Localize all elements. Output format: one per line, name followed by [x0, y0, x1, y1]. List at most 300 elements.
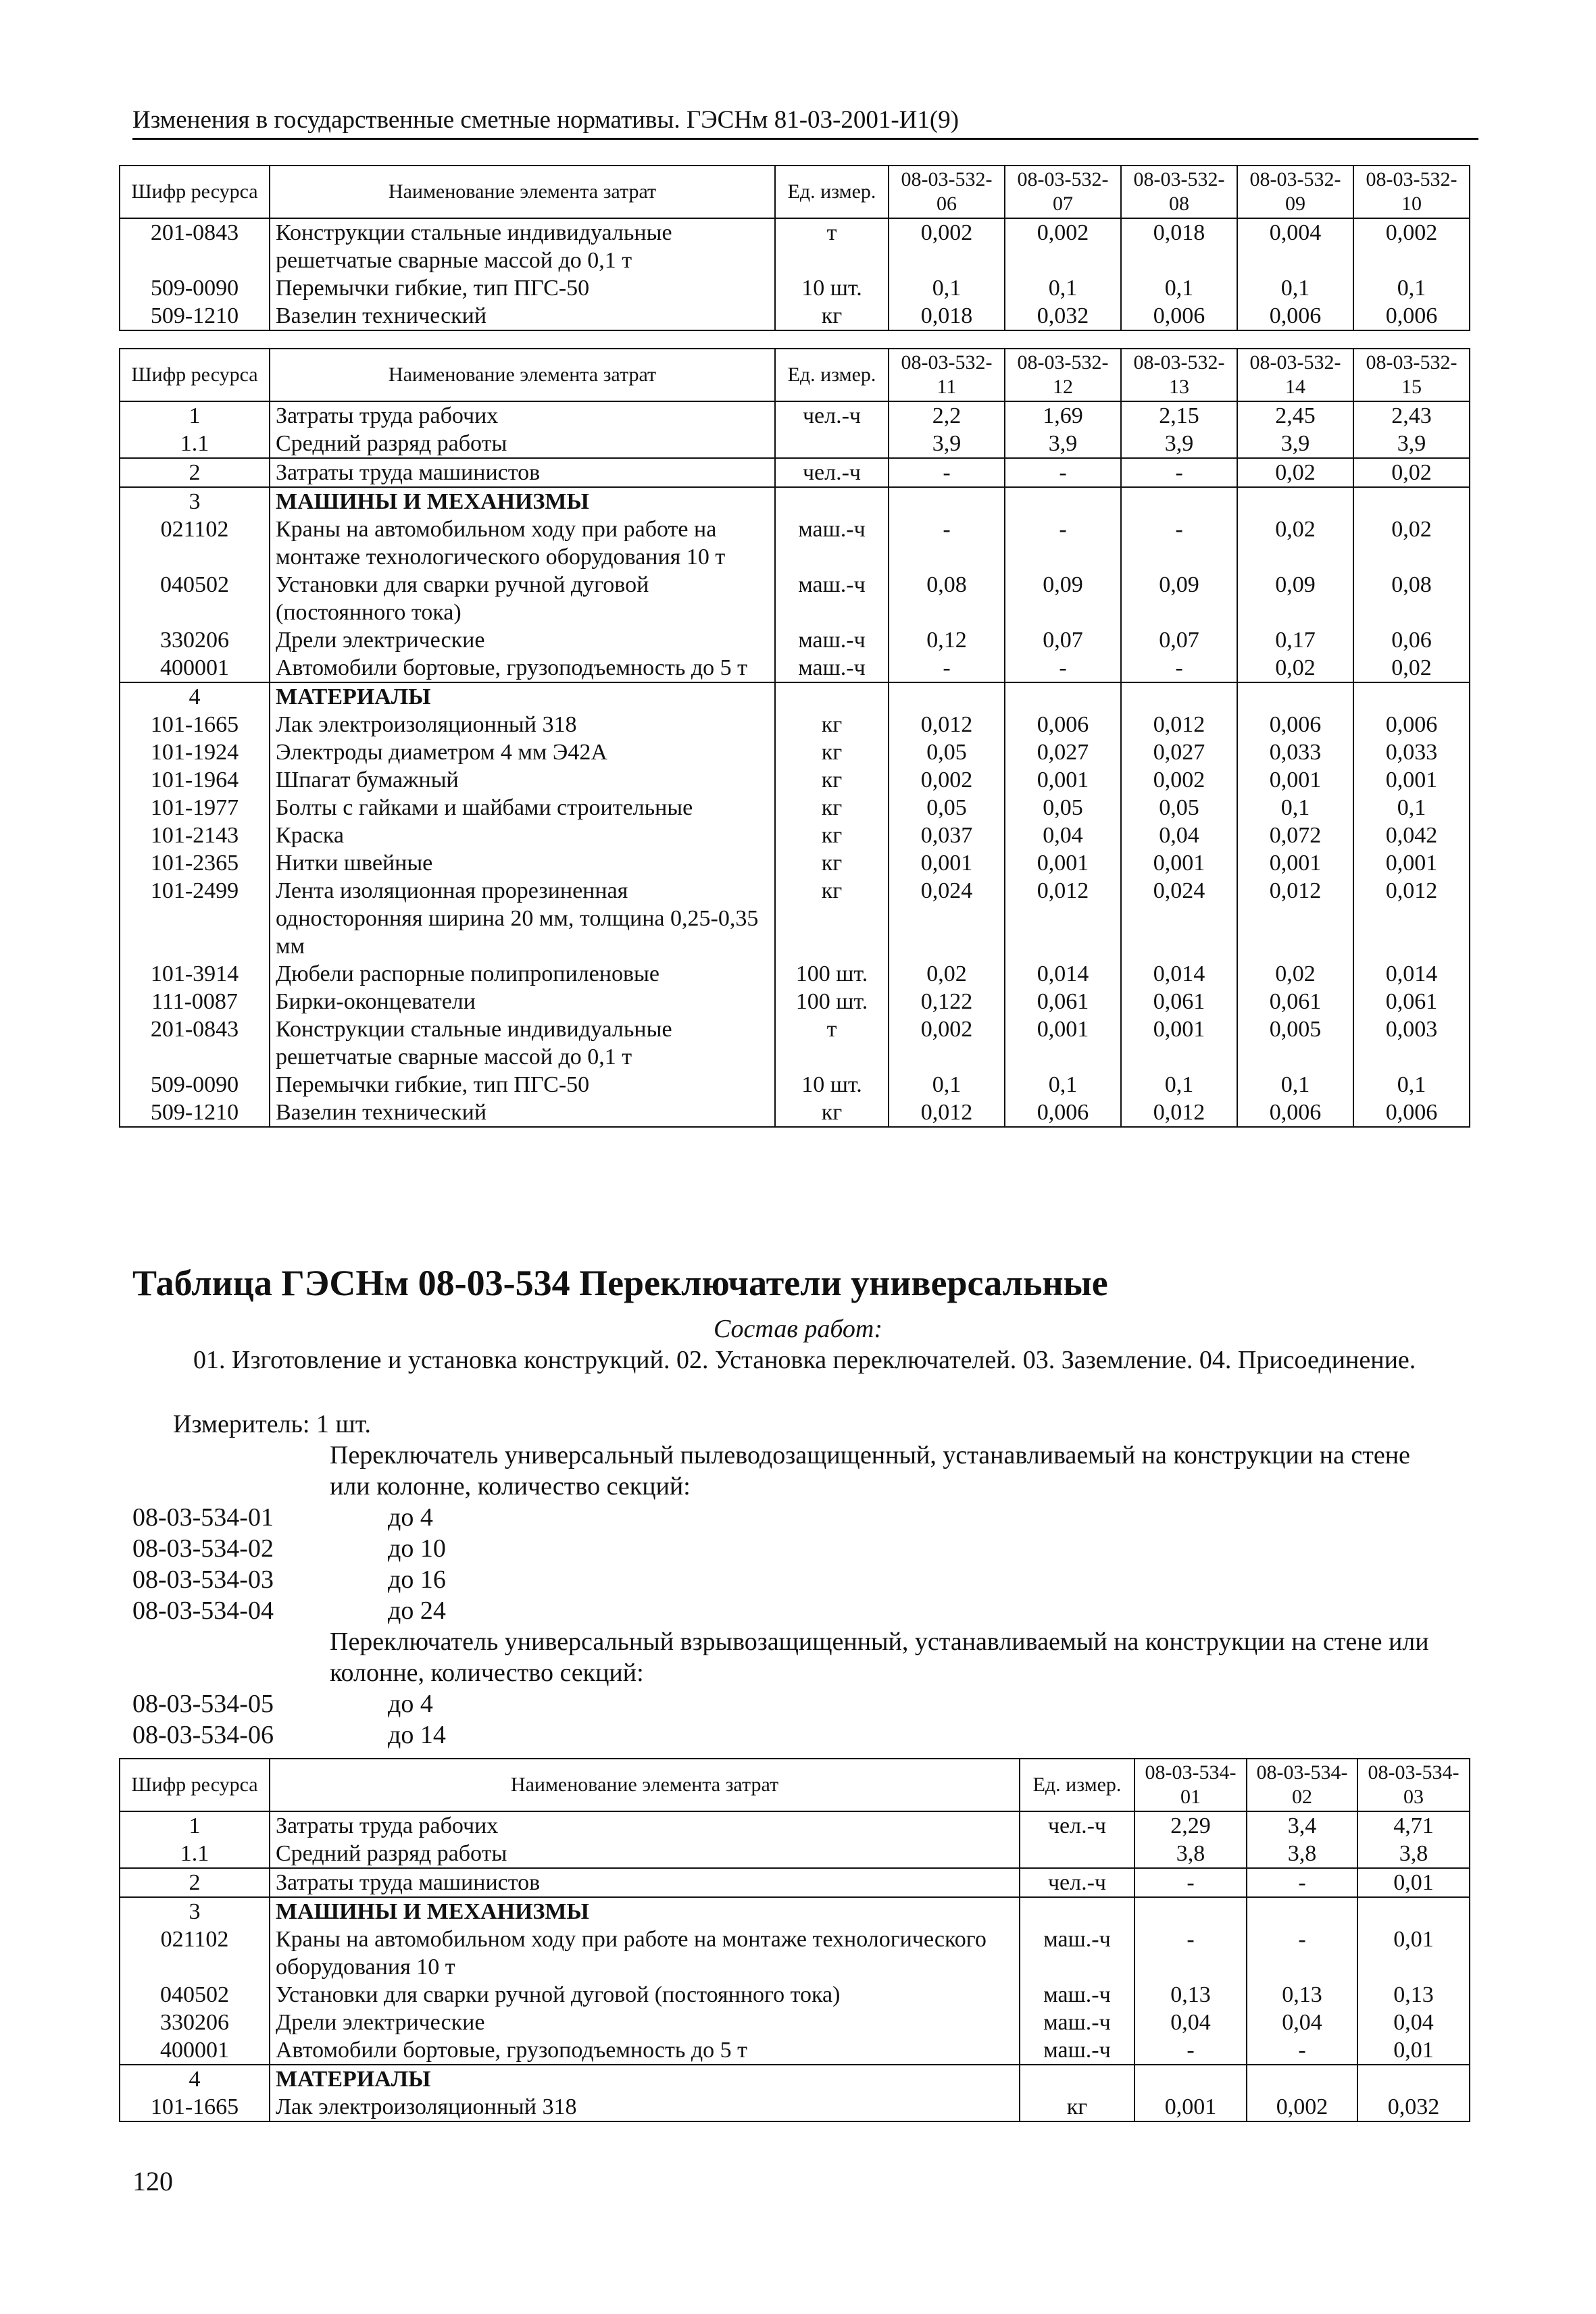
norm-value: 0,05 [1005, 794, 1121, 822]
norm-value: - [1121, 654, 1237, 682]
resource-code: 2 [120, 458, 270, 487]
table-row [120, 1981, 1470, 2009]
norm-value: 0,05 [889, 738, 1005, 766]
header-code: Шифр ресурса [120, 166, 270, 218]
section-subtitle: Состав работ: [713, 1315, 883, 1343]
table-row [120, 302, 1470, 330]
unit-of-measure [775, 682, 889, 711]
header-unit: Ед. измер. [775, 349, 889, 401]
table-row [120, 274, 1470, 302]
unit-of-measure: маш.-ч [1020, 2036, 1134, 2065]
header-unit: Ед. измер. [1020, 1759, 1134, 1811]
norm-value: 0,004 [1237, 218, 1353, 274]
norm-value: 0,001 [1121, 1015, 1237, 1071]
cost-element-name: МАТЕРИАЛЫ [270, 682, 775, 711]
norm-value: 0,001 [1237, 766, 1353, 794]
norm-value [889, 487, 1005, 515]
header-norm-code: 08-03-532-10 [1353, 166, 1470, 218]
cost-element-name: Перемычки гибкие, тип ПГС-50 [270, 1071, 775, 1099]
norm-value: 0,005 [1237, 1015, 1353, 1071]
unit-of-measure [775, 430, 889, 458]
unit-of-measure: маш.-ч [775, 626, 889, 654]
table-row [120, 2036, 1470, 2065]
norm-value: 0,1 [1353, 1071, 1470, 1099]
norm-value: 4,71 [1357, 1811, 1470, 1840]
table-row [120, 766, 1470, 794]
cost-element-name: Шпагат бумажный [270, 766, 775, 794]
norm-value: 2,15 [1121, 401, 1237, 430]
norm-value: 0,006 [1237, 711, 1353, 738]
norm-value: 0,09 [1237, 571, 1353, 626]
norm-value: 0,02 [1353, 654, 1470, 682]
description-2: Переключатель универсальный взрывозащищенный, устанавливаемый на конструкции на стене или колонне, количество секций: [330, 1628, 1429, 1687]
resource-code: 040502 [120, 1981, 270, 2009]
header-norm-code: 08-03-532-12 [1005, 349, 1121, 401]
norm-value: 0,001 [1134, 2093, 1247, 2121]
resource-code: 101-2143 [120, 822, 270, 849]
header-name: Наименование элемента затрат [270, 166, 775, 218]
list-item [132, 1564, 446, 1595]
cost-element-name: Установки для сварки ручной дуговой (постоянного тока) [270, 571, 775, 626]
norm-value: 0,1 [1353, 274, 1470, 302]
cost-element-name: Вазелин технический [270, 1099, 775, 1127]
cost-element-name: Перемычки гибкие, тип ПГС-50 [270, 274, 775, 302]
cost-element-name: Средний разряд работы [270, 1840, 1020, 1868]
norm-value: 0,032 [1357, 2093, 1470, 2121]
norm-value [1134, 2065, 1247, 2093]
resource-code: 201-0843 [120, 218, 270, 274]
norm-value: 0,006 [1353, 1099, 1470, 1127]
norm-value: 3,4 [1247, 1811, 1357, 1840]
norm-value: 0,006 [1005, 1099, 1121, 1127]
norm-value: 0,1 [1237, 794, 1353, 822]
norm-value: 0,05 [889, 794, 1005, 822]
norm-value [1134, 1897, 1247, 1926]
table-row [120, 822, 1470, 849]
norm-value: 0,061 [1237, 988, 1353, 1015]
norm-value: 3,8 [1247, 1840, 1357, 1868]
cost-element-name: Нитки швейные [270, 849, 775, 877]
norm-value [1353, 682, 1470, 711]
norm-value: 0,001 [1353, 849, 1470, 877]
norm-value: 2,43 [1353, 401, 1470, 430]
cost-element-name: Вазелин технический [270, 302, 775, 330]
cost-element-name: Краны на автомобильном ходу при работе на монтаже технологического оборудования 10 т [270, 1926, 1020, 1981]
table-row [120, 571, 1470, 626]
table-row [120, 849, 1470, 877]
resource-code: 101-1977 [120, 794, 270, 822]
norm-value: 0,006 [1237, 1099, 1353, 1127]
unit-of-measure: чел.-ч [775, 458, 889, 487]
resource-code: 201-0843 [120, 1015, 270, 1071]
norm-value: 0,02 [1237, 960, 1353, 988]
norm-value: 0,072 [1237, 822, 1353, 849]
cost-element-name: Дюбели распорные полипропиленовые [270, 960, 775, 988]
norm-value: 2,45 [1237, 401, 1353, 430]
norm-value: 3,9 [1237, 430, 1353, 458]
norm-value: - [889, 515, 1005, 571]
table-row [120, 682, 1470, 711]
table-row [120, 2065, 1470, 2093]
norm-value: 0,13 [1134, 1981, 1247, 2009]
norm-value: 0,018 [1121, 218, 1237, 274]
norm-value: - [1134, 1926, 1247, 1981]
resource-code: 2 [120, 1868, 270, 1897]
resource-code: 101-2365 [120, 849, 270, 877]
cost-element-name: Затраты труда машинистов [270, 1868, 1020, 1897]
norm-value: 3,9 [889, 430, 1005, 458]
norm-value: 0,006 [1353, 711, 1470, 738]
norm-value: - [889, 458, 1005, 487]
code-list-1 [132, 1502, 446, 1626]
norm-value: 0,07 [1005, 626, 1121, 654]
norm-value: 0,003 [1353, 1015, 1470, 1071]
norm-value: 0,02 [1353, 515, 1470, 571]
resource-code: 3 [120, 1897, 270, 1926]
norm-value [1357, 1897, 1470, 1926]
page-number: 120 [132, 2166, 173, 2196]
header-norm-code: 08-03-532-08 [1121, 166, 1237, 218]
resource-code: 509-1210 [120, 1099, 270, 1127]
unit-of-measure: кг [1020, 2093, 1134, 2121]
table-row [120, 2093, 1470, 2121]
resource-code: 021102 [120, 1926, 270, 1981]
header-row [120, 1759, 1470, 1811]
cost-element-name: Лента изоляционная прорезиненная односторонняя ширина 20 мм, толщина 0,25-0,35 мм [270, 877, 775, 960]
norm-value: 0,04 [1121, 822, 1237, 849]
cost-element-name: Краны на автомобильном ходу при работе на монтаже технологического оборудования 10 т [270, 515, 775, 571]
resource-table-532-06-10 [119, 165, 1470, 331]
list-item [132, 1595, 446, 1626]
unit-of-measure: маш.-ч [775, 515, 889, 571]
cost-element-name: Краска [270, 822, 775, 849]
norm-value [1237, 682, 1353, 711]
norm-value: 0,08 [889, 571, 1005, 626]
header-norm-code: 08-03-532-11 [889, 349, 1005, 401]
cost-element-name: Автомобили бортовые, грузоподъемность до 5 т [270, 2036, 1020, 2065]
table-row [120, 654, 1470, 682]
norm-value: 0,06 [1353, 626, 1470, 654]
norm-value: 0,09 [1121, 571, 1237, 626]
norm-value: 0,04 [1247, 2009, 1357, 2036]
norm-value: 0,012 [1005, 877, 1121, 960]
unit-of-measure: чел.-ч [1020, 1811, 1134, 1840]
header-norm-code: 08-03-532-14 [1237, 349, 1353, 401]
norm-value: 0,1 [1353, 794, 1470, 822]
unit-of-measure: маш.-ч [775, 654, 889, 682]
table-row [120, 738, 1470, 766]
norm-value [1357, 2065, 1470, 2093]
norm-value: - [1005, 654, 1121, 682]
unit-of-measure: т [775, 218, 889, 274]
norm-value: 1,69 [1005, 401, 1121, 430]
norm-value: 0,1 [889, 1071, 1005, 1099]
norm-value: 0,061 [1121, 988, 1237, 1015]
section-count: до 10 [388, 1534, 446, 1563]
table-row [120, 794, 1470, 822]
cost-element-name: Конструкции стальные индивидуальные решетчатые сварные массой до 0,1 т [270, 218, 775, 274]
norm-value: 0,002 [1247, 2093, 1357, 2121]
list-item [132, 1533, 446, 1564]
unit-of-measure [1020, 1840, 1134, 1868]
cost-element-name: Бирки-оконцеватели [270, 988, 775, 1015]
table-row [120, 1840, 1470, 1868]
cost-element-name: Затраты труда машинистов [270, 458, 775, 487]
norm-value: 0,04 [1005, 822, 1121, 849]
norm-value: 0,07 [1121, 626, 1237, 654]
table-row [120, 1868, 1470, 1897]
norm-value: 0,02 [1353, 458, 1470, 487]
norm-value: 0,001 [889, 849, 1005, 877]
norm-value: - [1247, 1926, 1357, 1981]
resource-code: 400001 [120, 2036, 270, 2065]
norm-value: - [889, 654, 1005, 682]
description-1: Переключатель универсальный пылеводозащищенный, устанавливаемый на конструкции на стене или колонне, количество секций: [330, 1441, 1410, 1501]
norm-value: 0,02 [1237, 654, 1353, 682]
unit-of-measure [1020, 2065, 1134, 2093]
header-norm-code: 08-03-532-15 [1353, 349, 1470, 401]
unit-of-measure: кг [775, 822, 889, 849]
norm-value [1247, 1897, 1357, 1926]
table-row [120, 1015, 1470, 1071]
unit-of-measure: кг [775, 766, 889, 794]
code-list-2 [132, 1688, 446, 1751]
norm-value: 0,012 [1353, 877, 1470, 960]
norm-value: 0,032 [1005, 302, 1121, 330]
resource-code: 1.1 [120, 430, 270, 458]
table-row [120, 877, 1470, 960]
table-row [120, 430, 1470, 458]
norm-value: 0,02 [889, 960, 1005, 988]
cost-element-name: Затраты труда рабочих [270, 401, 775, 430]
norm-value: 0,001 [1121, 849, 1237, 877]
header-norm-code: 08-03-534-01 [1134, 1759, 1247, 1811]
cost-element-name: Дрели электрические [270, 626, 775, 654]
norm-value: 0,001 [1237, 849, 1353, 877]
resource-code: 101-2499 [120, 877, 270, 960]
norm-value: 0,006 [1237, 302, 1353, 330]
norm-value: 0,13 [1357, 1981, 1470, 2009]
header-norm-code: 08-03-534-03 [1357, 1759, 1470, 1811]
norm-code: 08-03-534-06 [132, 1721, 274, 1749]
resource-code: 509-1210 [120, 302, 270, 330]
unit-of-measure: чел.-ч [1020, 1868, 1134, 1897]
unit-of-measure [775, 487, 889, 515]
norm-value [1237, 487, 1353, 515]
resource-code: 101-3914 [120, 960, 270, 988]
unit-of-measure: кг [775, 849, 889, 877]
resource-code: 1.1 [120, 1840, 270, 1868]
table-row [120, 1926, 1470, 1981]
norm-value: - [1005, 515, 1121, 571]
cost-element-name: Автомобили бортовые, грузоподъемность до 5 т [270, 654, 775, 682]
norm-value: 3,8 [1134, 1840, 1247, 1868]
norm-value [1353, 487, 1470, 515]
norm-value: 0,014 [1121, 960, 1237, 988]
section-count: до 24 [388, 1596, 446, 1625]
unit-of-measure: маш.-ч [1020, 2009, 1134, 2036]
norm-value [1121, 487, 1237, 515]
norm-value: 0,13 [1247, 1981, 1357, 2009]
unit-of-measure: маш.-ч [775, 571, 889, 626]
norm-value: 0,024 [1121, 877, 1237, 960]
resource-code: 101-1665 [120, 711, 270, 738]
unit-of-measure: кг [775, 1099, 889, 1127]
norm-value: 0,006 [1353, 302, 1470, 330]
norm-value: 0,012 [1237, 877, 1353, 960]
unit-of-measure: 10 шт. [775, 274, 889, 302]
norm-value: - [1247, 1868, 1357, 1897]
header-unit: Ед. измер. [775, 166, 889, 218]
norm-value: 0,1 [1237, 1071, 1353, 1099]
norm-value: 0,001 [1005, 766, 1121, 794]
norm-value: 0,014 [1005, 960, 1121, 988]
resource-code: 4 [120, 682, 270, 711]
cost-element-name: Лак электроизоляционный 318 [270, 2093, 1020, 2121]
norm-value: 3,9 [1005, 430, 1121, 458]
table-row [120, 1897, 1470, 1926]
list-item [132, 1688, 446, 1719]
resource-code: 1 [120, 401, 270, 430]
norm-code: 08-03-534-04 [132, 1596, 274, 1625]
norm-value: 0,1 [1121, 274, 1237, 302]
unit-of-measure: т [775, 1015, 889, 1071]
header-norm-code: 08-03-532-09 [1237, 166, 1353, 218]
header-norm-code: 08-03-534-02 [1247, 1759, 1357, 1811]
norm-value: 0,1 [1121, 1071, 1237, 1099]
norm-value: 3,9 [1121, 430, 1237, 458]
meter-line: Измеритель: 1 шт. [173, 1410, 371, 1438]
norm-code: 08-03-534-01 [132, 1503, 274, 1532]
norm-value: - [1005, 458, 1121, 487]
norm-value: 0,027 [1005, 738, 1121, 766]
table-row [120, 515, 1470, 571]
table-row [120, 988, 1470, 1015]
cost-element-name: МАШИНЫ И МЕХАНИЗМЫ [270, 1897, 1020, 1926]
norm-value: 0,061 [1353, 988, 1470, 1015]
norm-value: 0,002 [889, 218, 1005, 274]
norm-value: 0,08 [1353, 571, 1470, 626]
norm-value: 0,033 [1237, 738, 1353, 766]
norm-value [1247, 2065, 1357, 2093]
header-name: Наименование элемента затрат [270, 1759, 1020, 1811]
norm-value: 0,001 [1353, 766, 1470, 794]
header-name: Наименование элемента затрат [270, 349, 775, 401]
list-item [132, 1502, 446, 1533]
cost-element-name: МАТЕРИАЛЫ [270, 2065, 1020, 2093]
section-count: до 4 [388, 1690, 433, 1718]
norm-value: 0,04 [1357, 2009, 1470, 2036]
norm-value: 0,012 [1121, 1099, 1237, 1127]
resource-code: 330206 [120, 2009, 270, 2036]
unit-of-measure: 10 шт. [775, 1071, 889, 1099]
header-norm-code: 08-03-532-06 [889, 166, 1005, 218]
norm-value: 0,012 [889, 711, 1005, 738]
resource-code: 509-0090 [120, 1071, 270, 1099]
norm-code: 08-03-534-02 [132, 1534, 274, 1563]
unit-of-measure: кг [775, 794, 889, 822]
cost-element-name: Затраты труда рабочих [270, 1811, 1020, 1840]
norm-value: 0,037 [889, 822, 1005, 849]
cost-element-name: Лак электроизоляционный 318 [270, 711, 775, 738]
unit-of-measure: 100 шт. [775, 960, 889, 988]
resource-code: 021102 [120, 515, 270, 571]
norm-code: 08-03-534-05 [132, 1690, 274, 1718]
resource-code: 101-1964 [120, 766, 270, 794]
norm-value: 0,17 [1237, 626, 1353, 654]
norm-value: 0,018 [889, 302, 1005, 330]
unit-of-measure: кг [775, 877, 889, 960]
cost-element-name: Установки для сварки ручной дуговой (постоянного тока) [270, 1981, 1020, 2009]
norm-value: 0,024 [889, 877, 1005, 960]
norm-value: 2,2 [889, 401, 1005, 430]
norm-value: 0,1 [1005, 1071, 1121, 1099]
resource-code: 330206 [120, 626, 270, 654]
header-norm-code: 08-03-532-13 [1121, 349, 1237, 401]
resource-code: 400001 [120, 654, 270, 682]
table-row [120, 1071, 1470, 1099]
cost-element-name: Дрели электрические [270, 2009, 1020, 2036]
cost-element-name: Болты с гайками и шайбами строительные [270, 794, 775, 822]
list-item [132, 1719, 446, 1751]
norm-value: 0,027 [1121, 738, 1237, 766]
norm-value: 0,05 [1121, 794, 1237, 822]
norm-value: 3,9 [1353, 430, 1470, 458]
norm-value: 0,002 [1353, 218, 1470, 274]
resource-code: 3 [120, 487, 270, 515]
table-row [120, 458, 1470, 487]
resource-code: 1 [120, 1811, 270, 1840]
cost-element-name: Средний разряд работы [270, 430, 775, 458]
unit-of-measure: маш.-ч [1020, 1926, 1134, 1981]
norm-value: 0,012 [889, 1099, 1005, 1127]
table-row [120, 626, 1470, 654]
norm-value: - [1121, 515, 1237, 571]
norm-value: 0,002 [1005, 218, 1121, 274]
header-code: Шифр ресурса [120, 349, 270, 401]
norm-value: 0,061 [1005, 988, 1121, 1015]
header-norm-code: 08-03-532-07 [1005, 166, 1121, 218]
norm-value: 2,29 [1134, 1811, 1247, 1840]
norm-value: 0,01 [1357, 1926, 1470, 1981]
table-row [120, 218, 1470, 274]
norm-value: 0,1 [889, 274, 1005, 302]
section-count: до 14 [388, 1721, 446, 1749]
norm-value: 0,006 [1005, 711, 1121, 738]
resource-code: 101-1665 [120, 2093, 270, 2121]
norm-value: 0,04 [1134, 2009, 1247, 2036]
unit-of-measure: кг [775, 711, 889, 738]
header-row [120, 349, 1470, 401]
norm-value: 0,02 [1237, 515, 1353, 571]
norm-value: 0,002 [889, 1015, 1005, 1071]
table-row [120, 1811, 1470, 1840]
norm-value: - [1134, 2036, 1247, 2065]
norm-value: 0,01 [1357, 1868, 1470, 1897]
norm-value: 0,09 [1005, 571, 1121, 626]
norm-value: 0,014 [1353, 960, 1470, 988]
table-row [120, 487, 1470, 515]
resource-code: 111-0087 [120, 988, 270, 1015]
unit-of-measure: маш.-ч [1020, 1981, 1134, 2009]
unit-of-measure: кг [775, 738, 889, 766]
cost-element-name: МАШИНЫ И МЕХАНИЗМЫ [270, 487, 775, 515]
unit-of-measure: кг [775, 302, 889, 330]
unit-of-measure: 100 шт. [775, 988, 889, 1015]
norm-value [1121, 682, 1237, 711]
cost-element-name: Электроды диаметром 4 мм Э42А [270, 738, 775, 766]
resource-code: 509-0090 [120, 274, 270, 302]
